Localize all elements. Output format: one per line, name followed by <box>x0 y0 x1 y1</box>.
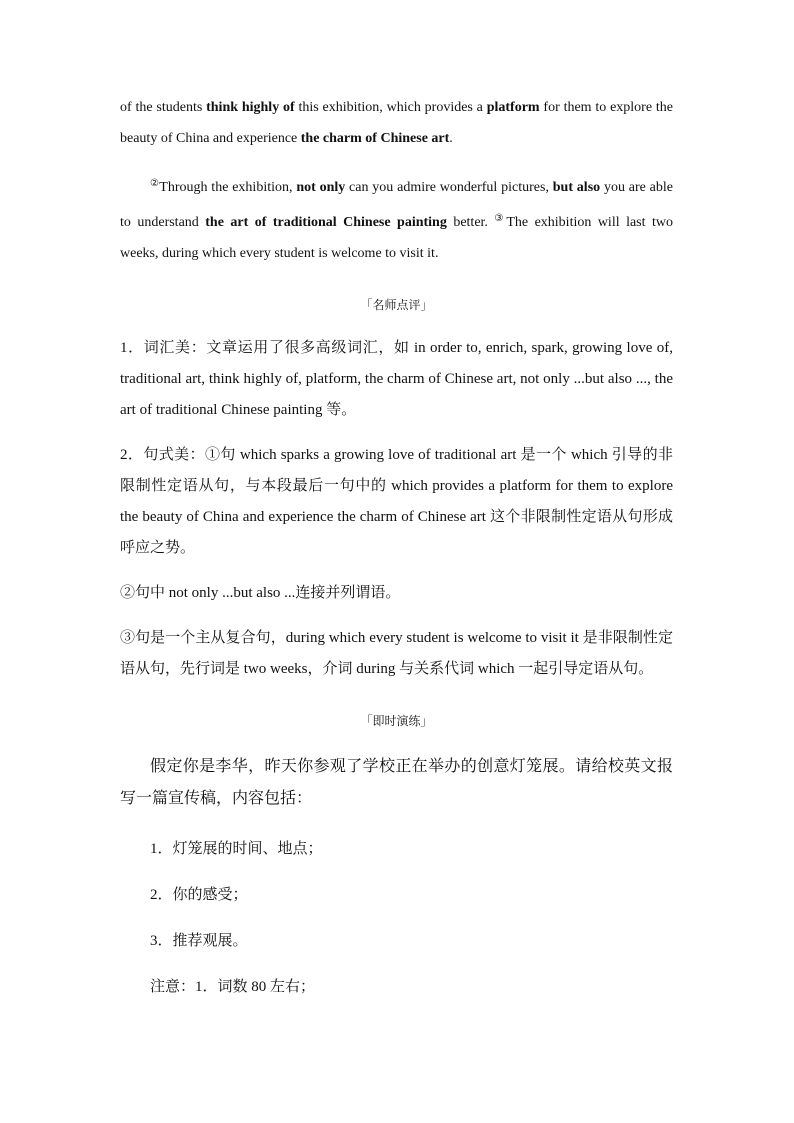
bold-phrase: but also <box>552 180 601 195</box>
comment-item-2: 2．句式美：①句 which sparks a growing love of traditional art 是一个 which 引导的非限制性定语从句，与本段最后一句中的 which provides a platform for them to explore the beauty of China and experience the charm of Chinese art 这个非限制性定语从句形成呼应之势。 <box>120 447 673 556</box>
practice-prompt: 假定你是李华，昨天你参观了学校正在举办的创意灯笼展。请给校英文报写一篇宣传稿，内容包括： <box>120 758 673 807</box>
text-run: . <box>449 131 453 146</box>
model-paragraph-2 <box>120 168 673 269</box>
text-run: you are able to understand <box>120 180 673 230</box>
bold-phrase: think highly of <box>206 100 295 115</box>
text-run: better. <box>446 215 495 230</box>
practice-point-2: 2．你的感受； <box>150 887 248 903</box>
text-run: of the students <box>120 100 207 115</box>
practice-point-1: 1．灯笼展的时间、地点； <box>150 841 323 857</box>
practice-note: 注意：1．词数 80 左右； <box>150 979 316 995</box>
text-run: this exhibition, which provides a <box>294 100 487 115</box>
sentence-marker: ③ <box>494 213 507 224</box>
text-run: can you admire wonderful pictures, <box>345 180 553 195</box>
text-run: Through the exhibition, <box>159 180 297 195</box>
practice-heading: 「即时演练」 <box>360 714 433 728</box>
comment-item-1: 1．词汇美：文章运用了很多高级词汇，如 in order to, enrich, spark, growing love of, traditional art, think highly of, platform, the charm of Chinese art, not only ...but also ..., the art of traditional Chinese painting 等。 <box>120 340 673 418</box>
comment-item-4: ③句是一个主从复合句，during which every student is welcome to visit it 是非限制性定语从句，先行词是 two weeks，介词 during 与关系代词 which 一起引导定语从句。 <box>120 630 673 677</box>
bold-phrase: platform <box>486 100 540 115</box>
sentence-marker: ② <box>150 178 160 189</box>
text-run: The exhibition will last two weeks, during which every student is welcome to visit it. <box>120 215 673 261</box>
model-paragraph-1 <box>120 92 673 154</box>
document-page <box>120 90 673 997</box>
comment-heading: 「名师点评」 <box>360 298 433 312</box>
bold-phrase: the charm of Chinese art <box>300 131 450 146</box>
practice-point-3: 3．推荐观展。 <box>150 933 248 949</box>
bold-phrase: not only <box>296 180 346 195</box>
comment-item-3: ②句中 not only ...but also ...连接并列谓语。 <box>120 585 401 601</box>
text-run: for them to explore the beauty of China and experience <box>120 100 673 146</box>
bold-phrase: the art of traditional Chinese painting <box>205 215 447 230</box>
